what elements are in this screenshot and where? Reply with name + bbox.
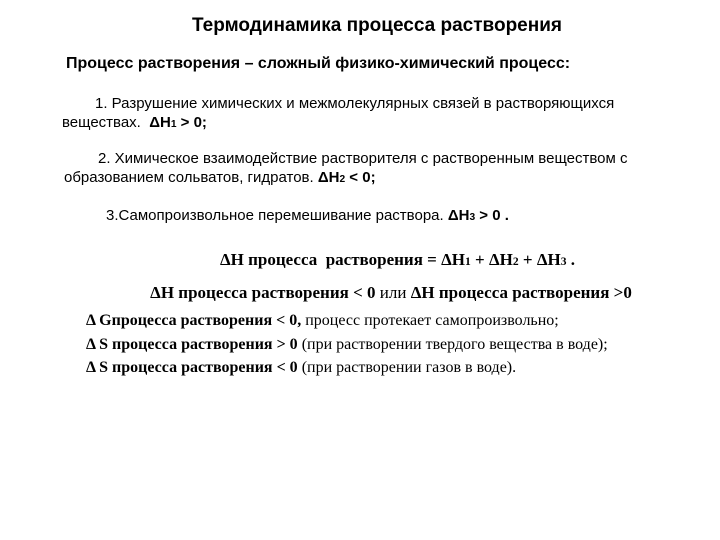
- item-2-line-2: [64, 169, 376, 186]
- item-1-line-2-text: веществах.: [62, 114, 150, 131]
- condition-bold-2: ΔН процесса растворения >0: [406, 283, 632, 302]
- gibbs-comment: процесс протекает самопроизвольно;: [301, 312, 559, 329]
- equation-sub-1: 1: [465, 255, 471, 268]
- slide-title: Термодинамика процесса растворения: [191, 15, 562, 36]
- equation-sub-2: 2: [512, 255, 519, 268]
- item-1-line-2: [62, 114, 207, 131]
- item-1-line-1: 1. Разрушение химических и межмолекулярных связей в растворяющихся: [95, 95, 615, 112]
- item-2-delta-h: ΔН: [317, 169, 340, 186]
- condition-or-word: или: [379, 283, 407, 302]
- item-1-subscript: 1: [170, 119, 177, 130]
- item-2-sign: < 0;: [345, 169, 376, 186]
- equation-term-1: ΔН: [441, 250, 465, 269]
- item-3-line: [106, 207, 509, 224]
- enthalpy-sum-equation: [0, 250, 720, 270]
- enthalpy-condition-line: [0, 283, 720, 303]
- entropy-comment-2: (при растворении газов в воде).: [297, 359, 517, 376]
- item-3-sign: > 0 .: [475, 207, 509, 224]
- item-3-enthalpy-formula: [448, 207, 509, 224]
- item-3-subscript: 3: [469, 212, 476, 223]
- item-3-delta-h: ΔН: [447, 207, 470, 224]
- item-1-delta-h: ΔН: [149, 114, 171, 131]
- item-1-enthalpy-formula: [149, 114, 207, 131]
- conclusion-entropy-line-2: [86, 359, 516, 377]
- slide-subtitle: Процесс растворения – сложный физико-химический процесс:: [66, 55, 571, 72]
- equation-lhs: ΔН процесса растворения =: [219, 250, 442, 269]
- conclusion-gibbs-line: [86, 312, 559, 330]
- equation-sub-3: 3: [560, 255, 567, 268]
- item-2-line-2-text: образованием сольватов, гидратов.: [64, 169, 318, 186]
- item-2-subscript: 2: [339, 174, 346, 185]
- item-3-text: 3.Самопроизвольное перемешивание раствора.: [106, 207, 448, 224]
- condition-bold-1: ΔН процесса растворения < 0: [150, 283, 380, 302]
- equation-plus-2: +: [518, 250, 537, 269]
- entropy-formula-2: Δ S процесса растворения < 0: [86, 359, 298, 376]
- gibbs-formula: Δ Gпроцесса растворения < 0,: [86, 312, 302, 329]
- equation-term-2: ΔН: [488, 250, 513, 269]
- item-1-sign: > 0;: [176, 114, 207, 131]
- entropy-comment-1: (при растворении твердого вещества в воде);: [297, 336, 608, 353]
- item-2-enthalpy-formula: [318, 169, 376, 186]
- equation-period: .: [566, 250, 575, 269]
- equation-plus-1: +: [470, 250, 489, 269]
- entropy-formula-1: Δ S процесса растворения > 0: [86, 336, 298, 353]
- equation-term-3: ΔН: [536, 250, 561, 269]
- conclusion-entropy-line-1: [86, 336, 608, 354]
- item-2-line-1: 2. Химическое взаимодействие растворителя с растворенным веществом с: [98, 150, 628, 167]
